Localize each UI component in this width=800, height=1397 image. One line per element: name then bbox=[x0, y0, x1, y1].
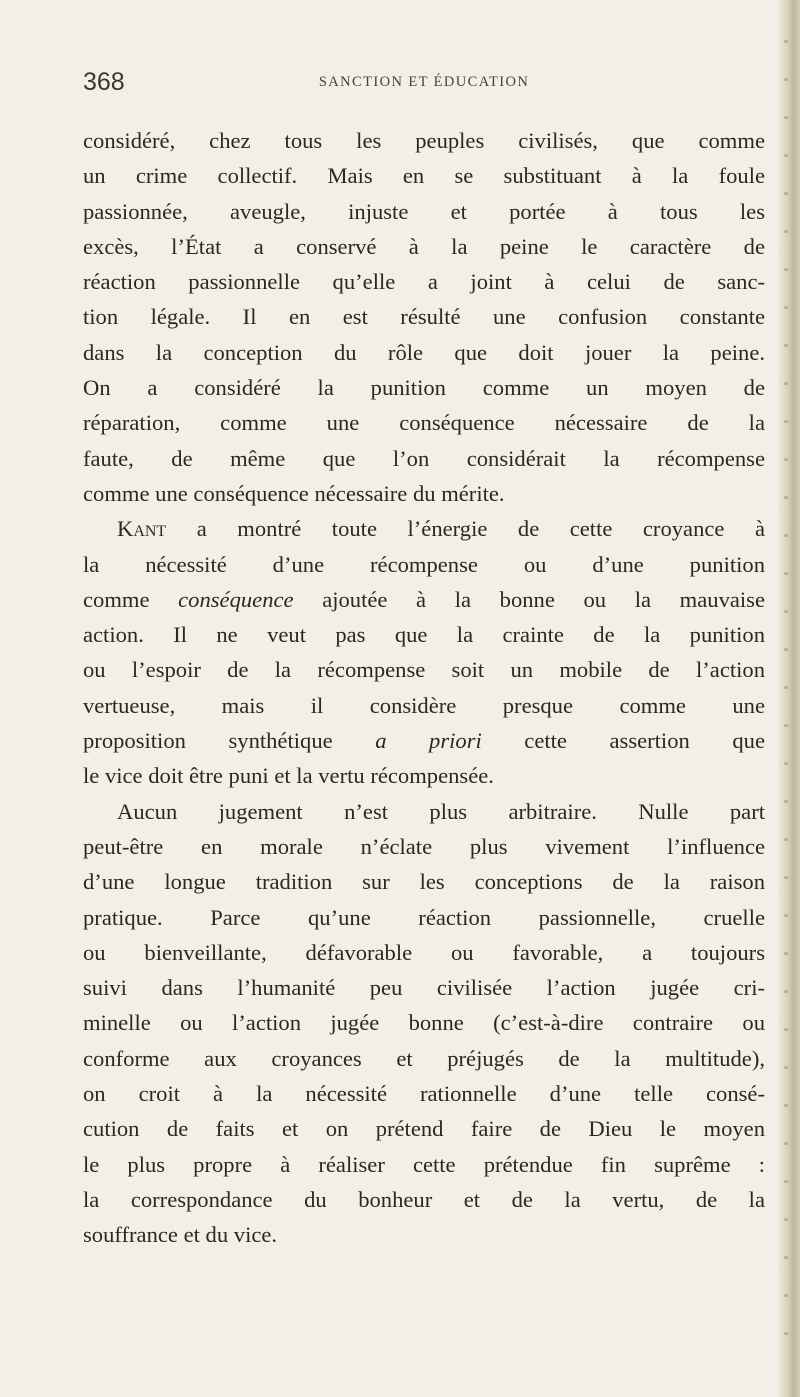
page-binding-edge bbox=[778, 0, 800, 1397]
text-line: minelle ou l’action jugée bonne (c’est-à-dire contraire ou bbox=[83, 1010, 765, 1036]
text-line: ou bienveillante, défavorable ou favorable, a toujours bbox=[83, 939, 765, 965]
paragraph-1 bbox=[83, 123, 765, 511]
text-line: réaction passionnelle qu’elle a joint à celui de sanc- bbox=[83, 269, 765, 295]
text-line bbox=[83, 511, 765, 546]
text-line: action. Il ne veut pas que la crainte de la punition bbox=[83, 622, 765, 648]
paragraph-2 bbox=[83, 511, 765, 793]
text-line: réparation, comme une conséquence nécessaire de la bbox=[83, 410, 765, 436]
text-line: la correspondance du bonheur et de la vertu, de la bbox=[83, 1186, 765, 1212]
italic-term: conséquence bbox=[178, 586, 294, 612]
text-line: peut-être en morale n’éclate plus vivement l’influence bbox=[83, 833, 765, 859]
line-segment: a montré toute l’énergie de cette croyance à bbox=[166, 516, 765, 542]
author-name: Kant bbox=[117, 516, 167, 542]
text-line: ou l’espoir de la récompense soit un mobile de l’action bbox=[83, 657, 765, 683]
text-line: la nécessité d’une récompense ou d’une punition bbox=[83, 551, 765, 577]
text-line: Aucun jugement n’est plus arbitraire. Nulle part bbox=[117, 798, 765, 824]
text-line: considéré, chez tous les peuples civilisés, que comme bbox=[83, 128, 765, 153]
page-number: 368 bbox=[83, 68, 125, 96]
text-line: suivi dans l’humanité peu civilisée l’action jugée cri- bbox=[83, 975, 765, 1001]
line-segment: proposition synthétique bbox=[83, 728, 376, 754]
text-line: excès, l’État a conservé à la peine le caractère de bbox=[83, 233, 765, 259]
text-line: le vice doit être puni et la vertu récompensée. bbox=[83, 763, 494, 789]
paragraph-3 bbox=[83, 794, 765, 1253]
text-line: On a considéré la punition comme un moyen de bbox=[83, 375, 765, 401]
text-line bbox=[83, 582, 765, 617]
text-line: un crime collectif. Mais en se substituant à la foule bbox=[83, 163, 765, 189]
text-line: d’une longue tradition sur les conceptions de la raison bbox=[83, 869, 765, 895]
text-line: dans la conception du rôle que doit jouer la peine. bbox=[83, 339, 765, 365]
text-line: cution de faits et on prétend faire de Dieu le moyen bbox=[83, 1116, 765, 1142]
line-segment: ajoutée à la bonne ou la mauvaise bbox=[293, 586, 765, 612]
text-line: vertueuse, mais il considère presque comme une bbox=[83, 692, 765, 718]
line-segment: cette assertion que bbox=[481, 728, 765, 754]
text-line: souffrance et du vice. bbox=[83, 1222, 278, 1248]
line-segment: comme bbox=[83, 586, 179, 612]
italic-term: a priori bbox=[375, 728, 482, 754]
page-header bbox=[83, 68, 765, 108]
text-line: passionnée, aveugle, injuste et portée à tous les bbox=[83, 198, 765, 224]
running-title: SANCTION ET ÉDUCATION bbox=[318, 74, 530, 90]
text-line: conforme aux croyances et préjugés de la multitude), bbox=[83, 1045, 765, 1071]
text-line: on croit à la nécessité rationnelle d’une telle consé- bbox=[83, 1081, 765, 1107]
text-line: tion légale. Il en est résulté une confusion constante bbox=[83, 304, 765, 330]
text-line: pratique. Parce qu’une réaction passionnelle, cruelle bbox=[83, 904, 765, 930]
text-line: faute, de même que l’on considérait la récompense bbox=[83, 445, 765, 471]
body-text bbox=[83, 123, 765, 1253]
text-line bbox=[83, 723, 765, 758]
text-line: le plus propre à réaliser cette prétendue fin suprême : bbox=[83, 1151, 765, 1177]
text-line: comme une conséquence nécessaire du mérite. bbox=[83, 480, 505, 506]
